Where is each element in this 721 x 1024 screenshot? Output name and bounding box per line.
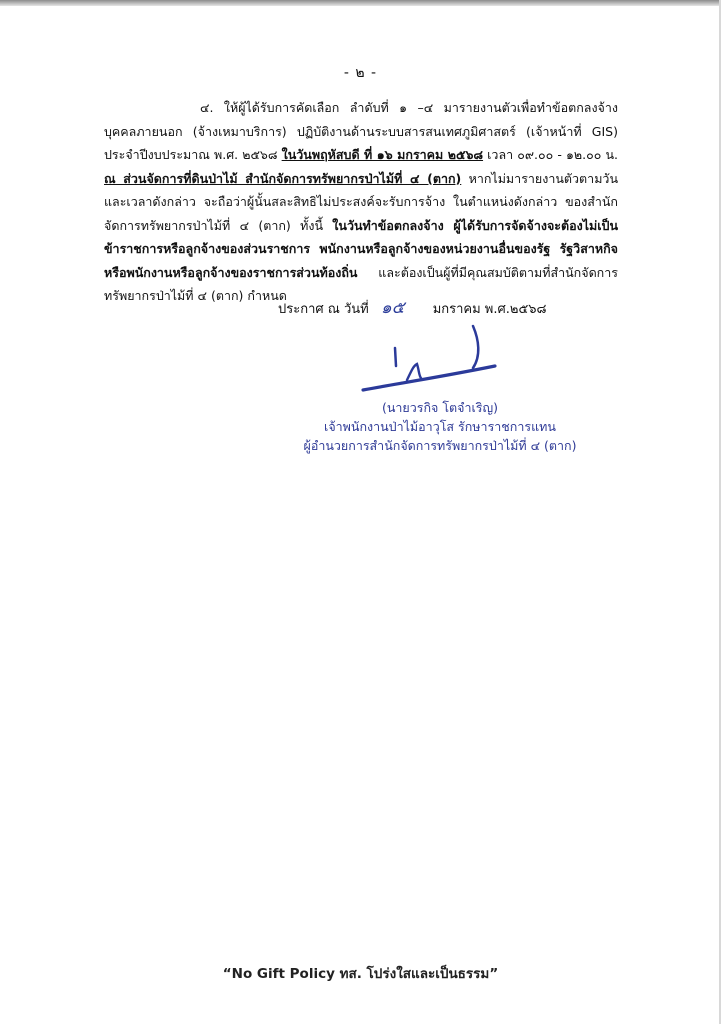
scan-edge-top xyxy=(0,0,721,6)
footer-slogan: “No Gift Policy ทส. โปร่งใสและเป็นธรรม” xyxy=(222,966,499,982)
announcement-body xyxy=(104,96,618,308)
paragraph-middle: หากไม่มารายงานตัวตามวันและเวลาดังกล่าว จะถือว่าผู้นั้นสละสิทธิไม่ประสงค์จะรับการจ้าง ในตำแหน่งดังกล่าว ของสำนักจัดการทรัพยากรป่าไม้ที่ ๔ (ตาก) ทั้งนี้ xyxy=(104,170,618,233)
announcement-date-line xyxy=(278,294,547,321)
signatory-block xyxy=(290,398,590,455)
announcement-prefix: ประกาศ ณ วันที่ xyxy=(278,302,369,317)
paragraph-end: และต้องเป็นผู้ที่มีคุณสมบัติตามที่สำนักจัดการทรัพยากรป่าไม้ที่ ๔ (ตาก) กำหนด xyxy=(104,264,618,303)
handwritten-signature xyxy=(355,320,505,404)
page-number: - ๒ - xyxy=(343,65,378,81)
signatory-office: ผู้อำนวยการสำนักจัดการทรัพยากรป่าไม้ที่ ๔ (ตาก) xyxy=(303,438,577,453)
paragraph-intro: ๔. ให้ผู้ได้รับการคัดเลือก ลำดับที่ ๑ –๔ มารายงานตัวเพื่อทำข้อตกลงจ้างบุคคลภายนอก (จ้างเหมาบริการ) ปฏิบัติงานด้านระบบสารสนเทศภูมิศาสตร์ (เจ้าหน้าที่ GIS) ประจำปีงบประมาณ พ.ศ. ๒๕๖๘ xyxy=(104,100,618,162)
paragraph-item-4 xyxy=(104,96,618,308)
signatory-name: (นายวรกิจ โตจำเริญ) xyxy=(381,400,499,415)
report-location: ณ ส่วนจัดการที่ดินป่าไม้ สำนักจัดการทรัพยากรป่าไม้ที่ ๔ (ตาก) xyxy=(104,170,462,186)
announcement-day: ๑๕ xyxy=(380,298,405,318)
report-date: ในวันพฤหัสบดี ที่ ๑๖ มกราคม ๒๕๖๘ xyxy=(281,147,484,162)
announcement-month-year: มกราคม พ.ศ.๒๕๖๘ xyxy=(432,302,547,317)
signatory-position: เจ้าพนักงานป่าไม้อาวุโส รักษาราชการแทน xyxy=(324,419,556,434)
eligibility-condition: ในวันทำข้อตกลงจ้าง ผู้ได้รับการจัดจ้างจะต้องไม่เป็นข้าราชการหรือลูกจ้างของส่วนราชการ พนักงานหรือลูกจ้างของหน่วยงานอื่นของรัฐ รัฐวิสาหกิจ หรือพนักงานหรือลูกจ้างของราชการส่วนท้องถิ่น xyxy=(104,217,619,280)
report-time: เวลา ๐๙.๐๐ - ๑๒.๐๐ น. xyxy=(483,147,619,162)
